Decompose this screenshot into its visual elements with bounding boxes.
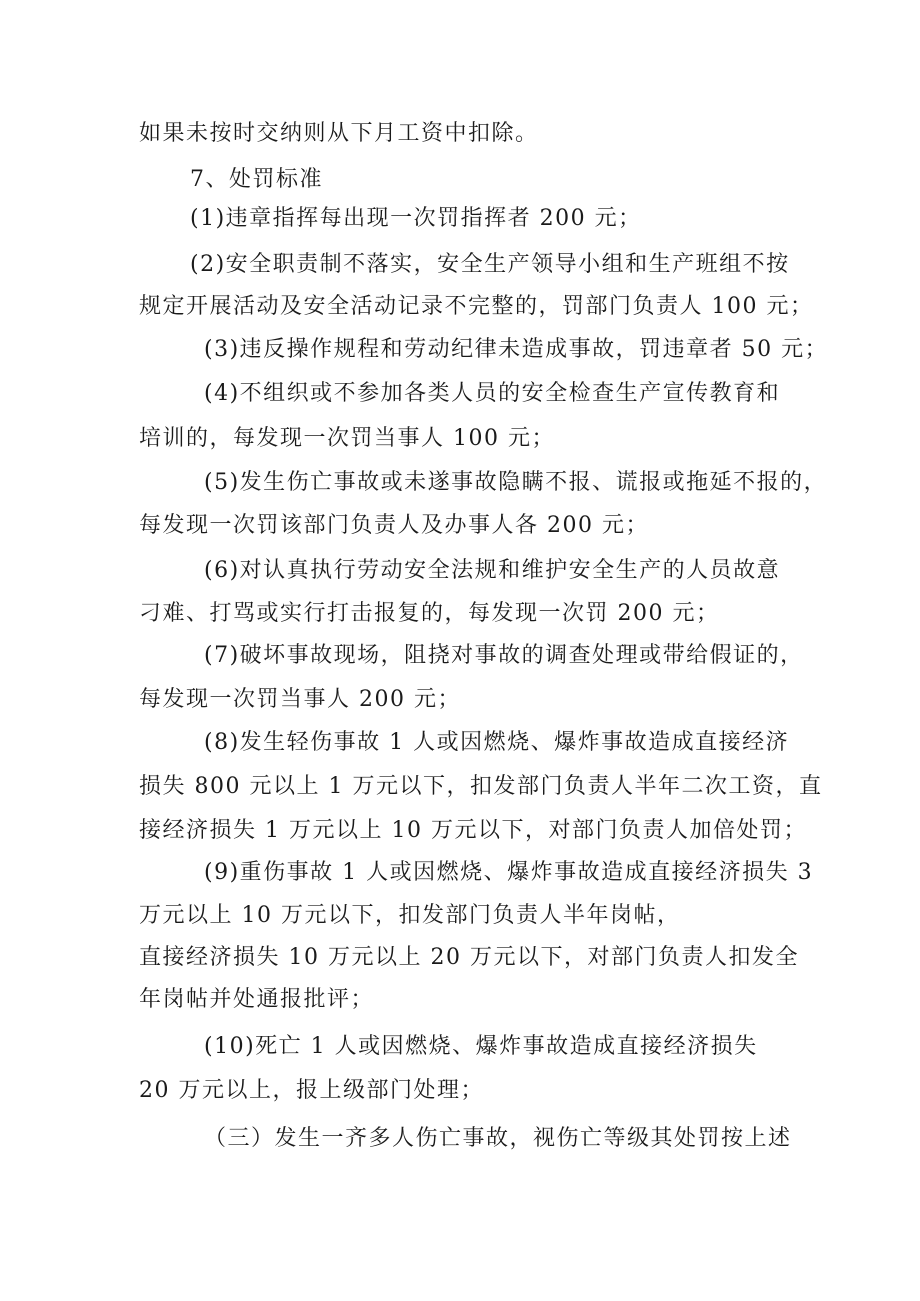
text-line: (8)发生轻伤事故 1 人或因燃烧、爆炸事故造成直接经济 — [204, 730, 790, 755]
text-line: (7)破坏事故现场，阻挠对事故的调查处理或带给假证的， — [204, 643, 804, 668]
text-line: 20 万元以上，报上级部门处理； — [139, 1078, 484, 1103]
text-line: (10)死亡 1 人或因燃烧、爆炸事故造成直接经济损失 — [204, 1034, 758, 1059]
text-line: 如果未按时交纳则从下月工资中扣除。 — [139, 121, 539, 146]
text-line: 损失 800 元以上 1 万元以下，扣发部门负责人半年二次工资，直 — [139, 774, 823, 799]
text-line: (4)不组织或不参加各类人员的安全检查生产宣传教育和 — [204, 381, 781, 406]
text-line: 年岗帖并处通报批评； — [139, 987, 375, 1012]
text-line: 每发现一次罚当事人 200 元； — [139, 687, 461, 712]
text-line: 万元以上 10 万元以下，扣发部门负责人半年岗帖， — [139, 903, 681, 928]
text-line: 直接经济损失 10 万元以上 20 万元以下，对部门负责人扣发全 — [139, 945, 799, 970]
text-line: 培训的，每发现一次罚当事人 100 元； — [139, 426, 555, 451]
text-line: 规定开展活动及安全活动记录不完整的，罚部门负责人 100 元； — [139, 294, 814, 319]
section-heading: 7、处罚标准 — [190, 167, 323, 192]
text-line: (1)违章指挥每出现一次罚指挥者 200 元； — [190, 206, 642, 231]
text-line: 接经济损失 1 万元以上 10 万元以下，对部门负责人加倍处罚； — [139, 818, 807, 843]
text-line: (6)对认真执行劳动安全法规和维护安全生产的人员故意 — [204, 558, 781, 583]
text-line: (5)发生伤亡事故或未遂事故隐瞒不报、谎报或拖延不报的， — [204, 470, 828, 495]
text-line: 每发现一次罚该部门负责人及办事人各 200 元； — [139, 513, 649, 538]
text-line: (3)违反操作规程和劳动纪律未造成事故，罚违章者 50 元； — [204, 337, 829, 362]
text-line: (9)重伤事故 1 人或因燃烧、爆炸事故造成直接经济损失 3 — [204, 860, 814, 885]
section-heading: （三）发生一齐多人伤亡事故，视伤亡等级其处罚按上述 — [204, 1126, 792, 1151]
text-line: (2)安全职责制不落实，安全生产领导小组和生产班组不按 — [190, 252, 790, 277]
text-line: 刁难、打骂或实行打击报复的，每发现一次罚 200 元； — [139, 601, 720, 626]
